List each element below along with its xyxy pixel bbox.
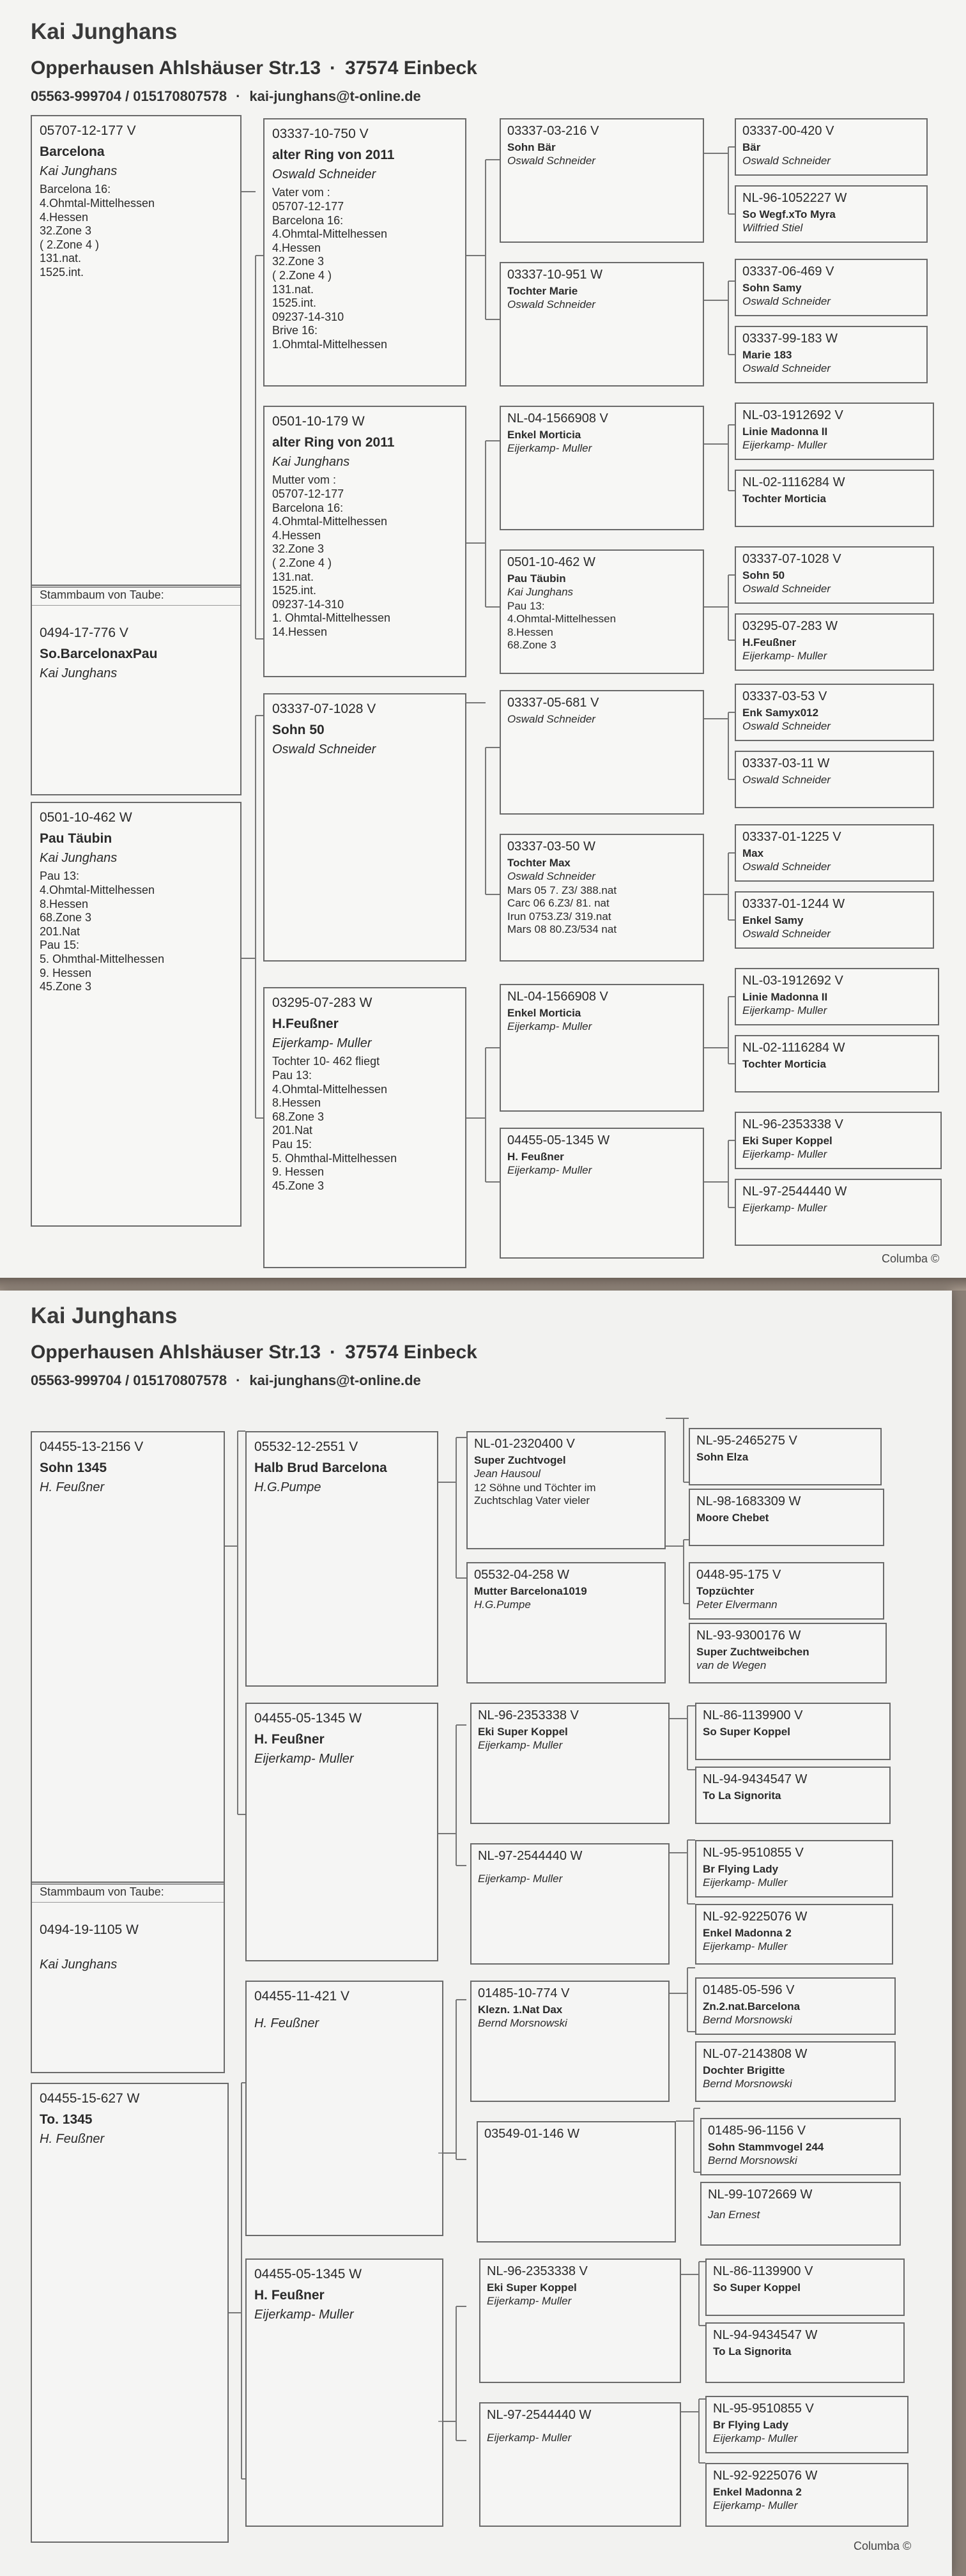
pigeon-name: Eki Super Koppel xyxy=(487,2281,577,2294)
breeder-name: Oswald Schneider xyxy=(507,298,595,311)
pigeon-box-gen4[interactable] xyxy=(695,1703,891,1760)
pigeon-name: Pau Täubin xyxy=(40,831,112,847)
ring-number: NL-03-1912692 V xyxy=(742,408,843,422)
pigeon-box-dam[interactable] xyxy=(31,802,241,1227)
ring-number: 03337-05-681 V xyxy=(507,696,599,710)
ring-number: 01485-96-1156 V xyxy=(708,2124,806,2138)
breeder-name: Jean Hausoul xyxy=(474,1468,540,1480)
pigeon-box-gen3[interactable] xyxy=(500,118,704,243)
breeder-name: Eijerkamp- Muller xyxy=(742,1004,827,1017)
breeder-name: Oswald Schneider xyxy=(742,362,831,375)
ring-number: NL-97-2544440 W xyxy=(487,2408,592,2422)
breeder-name: Oswald Schneider xyxy=(742,583,831,595)
ring-number: 04455-15-627 W xyxy=(40,2091,140,2106)
ring-number: NL-92-9225076 W xyxy=(703,1910,808,1924)
pigeon-name: Br Flying Lady xyxy=(703,1863,779,1875)
ring-number: NL-96-2353338 V xyxy=(478,1708,579,1722)
breeder-name: Oswald Schneider xyxy=(272,167,376,182)
pigeon-box-dam-of-sire[interactable] xyxy=(245,1703,438,1961)
breeder-name: Kai Junghans xyxy=(40,666,118,680)
owner-name: Kai Junghans xyxy=(31,19,178,44)
breeder-name: Eijerkamp- Muller xyxy=(742,1148,827,1161)
ring-number: NL-96-2353338 V xyxy=(742,1117,843,1131)
ring-number: 04455-05-1345 W xyxy=(507,1133,610,1147)
ring-number: NL-04-1566908 V xyxy=(507,411,608,425)
pigeon-box-gen3[interactable] xyxy=(477,2121,676,2242)
ring-number: NL-94-9434547 W xyxy=(713,2328,818,2342)
pigeon-name: Super Zuchtvogel xyxy=(474,1454,566,1466)
pigeon-box-gen3[interactable] xyxy=(500,549,704,674)
performance-info: Pau 13: 4.Ohmtal-Mittelhessen 8.Hessen 68.Zone 3 201.Nat Pau 15: 5. Ohmthal-Mittelhessen 9. Hessen 45.Zone 3 xyxy=(40,870,165,993)
breeder-name: Oswald Schneider xyxy=(742,155,831,167)
ring-number: NL-96-2353338 V xyxy=(487,2264,588,2278)
pigeon-box-gen3[interactable] xyxy=(500,834,704,962)
ring-number: 04455-05-1345 W xyxy=(254,1711,362,1726)
pigeon-name: Enkel Morticia xyxy=(507,429,581,441)
breeder-name: Eijerkamp- Muller xyxy=(487,2432,572,2444)
pigeon-box-sire-of-dam[interactable] xyxy=(263,693,466,962)
pigeon-box-sire[interactable] xyxy=(263,118,466,387)
owner-phone: 05563-999704 / 015170807578 xyxy=(31,88,227,104)
pigeon-name: Halb Brud Barcelona xyxy=(254,1460,387,1476)
pigeon-box-gen4[interactable] xyxy=(695,1904,893,1965)
pigeon-box-gen4[interactable] xyxy=(705,2396,908,2453)
ring-number: 04455-11-421 V xyxy=(254,1989,350,2004)
pigeon-box-gen4[interactable] xyxy=(705,2258,905,2316)
pigeon-box-gen3[interactable] xyxy=(470,1843,670,1965)
breeder-name: Eijerkamp- Muller xyxy=(713,2499,798,2512)
breeder-name: Eijerkamp- Muller xyxy=(507,1164,592,1177)
pigeon-name: Mutter Barcelona1019 xyxy=(474,1585,587,1597)
pigeon-name: To. 1345 xyxy=(40,2112,93,2128)
pigeon-name: Linie Madonna II xyxy=(742,991,828,1003)
ring-number: 03337-01-1244 W xyxy=(742,897,845,911)
pigeon-box-gen4[interactable] xyxy=(735,185,928,243)
breeder-name: Eijerkamp- Muller xyxy=(272,1036,372,1051)
pigeon-name: Dochter Brigitte xyxy=(703,2064,785,2076)
pigeon-box-gen4[interactable] xyxy=(695,1977,896,2035)
pigeon-box-dam-of-dam[interactable] xyxy=(245,2258,443,2527)
breeder-name: Kai Junghans xyxy=(507,586,574,599)
pigeon-name: Br Flying Lady xyxy=(713,2419,789,2431)
ring-number: NL-93-9300176 W xyxy=(696,1629,801,1643)
breeder-name: Eijerkamp- Muller xyxy=(487,2295,572,2308)
pigeon-name: Bär xyxy=(742,141,761,153)
ring-number: 03295-07-283 W xyxy=(272,995,372,1010)
pigeon-box-gen3[interactable] xyxy=(466,1431,666,1549)
pigeon-box-gen4[interactable] xyxy=(735,470,934,527)
ring-number: NL-92-9225076 W xyxy=(713,2469,818,2483)
ring-number: NL-96-1052227 W xyxy=(742,191,847,205)
pigeon-box-gen4[interactable] xyxy=(735,1179,942,1246)
ring-number: NL-97-2544440 W xyxy=(742,1184,847,1199)
ring-number: NL-97-2544440 W xyxy=(478,1849,583,1863)
ring-number: 03337-03-11 W xyxy=(742,756,830,770)
pigeon-box-gen3[interactable] xyxy=(479,2402,681,2527)
pigeon-name: Tochter Morticia xyxy=(742,1058,826,1070)
pigeon-name: To La Signorita xyxy=(703,1790,781,1802)
ring-number: 03549-01-146 W xyxy=(484,2127,579,2141)
pigeon-box-gen3[interactable] xyxy=(500,984,704,1112)
ring-number: 03337-10-951 W xyxy=(507,268,602,282)
pigeon-box-gen3[interactable] xyxy=(466,1562,666,1683)
pigeon-box-gen4[interactable] xyxy=(735,546,934,604)
breeder-name: Eijerkamp- Muller xyxy=(742,1202,827,1214)
breeder-name: Bernd Morsnowski xyxy=(703,2014,792,2027)
ring-number: 03337-01-1225 V xyxy=(742,830,841,844)
ring-number: 05532-12-2551 V xyxy=(254,1439,358,1454)
pigeon-name: Enkel Madonna 2 xyxy=(713,2486,802,2498)
pigeon-name: alter Ring von 2011 xyxy=(272,435,395,450)
pigeon-box-subject[interactable] xyxy=(31,115,241,588)
pigeon-box-gen4[interactable] xyxy=(689,1428,882,1485)
breeder-name: Bernd Morsnowski xyxy=(708,2154,797,2167)
pigeon-name: Barcelona xyxy=(40,144,105,160)
pigeon-box-gen4[interactable] xyxy=(735,326,928,383)
pedigree-sheet-2 xyxy=(0,1291,952,2576)
pigeon-name: Sohn 50 xyxy=(272,723,325,738)
owner-city: 37574 Einbeck xyxy=(345,1342,477,1363)
owner-street: Opperhausen Ahlshäuser Str.13 xyxy=(31,57,321,79)
pigeon-name: Enk Samyx012 xyxy=(742,707,819,719)
pigeon-box-gen4[interactable] xyxy=(695,2041,896,2102)
ring-number: 03337-03-53 V xyxy=(742,689,827,703)
ring-number: NL-94-9434547 W xyxy=(703,1772,808,1786)
pigeon-box-stammbaum[interactable] xyxy=(31,585,241,795)
breeder-name: Eijerkamp- Muller xyxy=(254,2308,354,2322)
pigeon-name: Tochter Marie xyxy=(507,285,578,297)
stammbaum-label: Stammbaum von Taube: xyxy=(32,1885,224,1903)
breeder-name: H. Feußner xyxy=(40,2132,105,2147)
pigeon-name: Tochter Morticia xyxy=(742,493,826,505)
breeder-name: H. Feußner xyxy=(40,1480,105,1495)
pigeon-box-sire[interactable] xyxy=(245,1431,438,1687)
pigeon-box-gen4[interactable] xyxy=(689,1562,884,1620)
pigeon-box-gen3[interactable] xyxy=(470,1703,670,1824)
ring-number: 05707-12-177 V xyxy=(40,123,136,138)
pigeon-box-gen4[interactable] xyxy=(735,684,934,741)
ring-number: NL-04-1566908 V xyxy=(507,990,608,1004)
breeder-name: Eijerkamp- Muller xyxy=(742,439,827,452)
breeder-name: Bernd Morsnowski xyxy=(478,2017,567,2030)
pigeon-name: Marie 183 xyxy=(742,349,792,361)
columba-brand: Columba © xyxy=(882,1252,940,1265)
pigeon-box-subject[interactable] xyxy=(31,1431,225,1885)
pigeon-name: H.Feußner xyxy=(272,1016,339,1032)
performance-info: Vater vom : 05707-12-177 Barcelona 16: 4.Ohmtal-Mittelhessen 4.Hessen 32.Zone 3 ( 2.Zone 4 ) 131.nat. 1525.int. 09237-14-310 Brive 16: 1.Ohmtal-Mittelhessen xyxy=(272,186,388,351)
performance-info: Pau 13: 4.Ohmtal-Mittelhessen 8.Hessen 68.Zone 3 xyxy=(507,599,617,651)
performance-info: Mutter vom : 05707-12-177 Barcelona 16: 4.Ohmtal-Mittelhessen 4.Hessen 32.Zone 3 ( 2.Zone 4 ) 131.nat. 1525.int. 09237-14-310 1. Ohmtal-Mittelhessen 14.Hessen xyxy=(272,473,391,638)
pigeon-name: H.Feußner xyxy=(742,636,797,648)
breeder-name: Bernd Morsnowski xyxy=(703,2078,792,2090)
ring-number: 03337-03-50 W xyxy=(507,839,595,854)
pigeon-box-gen3[interactable] xyxy=(500,1128,704,1259)
ring-number: 03337-00-420 V xyxy=(742,124,834,138)
performance-info: Tochter 10- 462 fliegt Pau 13: 4.Ohmtal-Mittelhessen 8.Hessen 68.Zone 3 201.Nat Pau 15: 5. Ohmthal-Mittelhessen 9. Hessen 45.Zone 3 xyxy=(272,1055,397,1192)
pigeon-box-gen4[interactable] xyxy=(700,2118,901,2175)
breeder-name: Oswald Schneider xyxy=(507,155,595,167)
pigeon-box-gen4[interactable] xyxy=(689,1489,884,1546)
performance-info: Barcelona 16: 4.Ohmtal-Mittelhessen 4.Hessen 32.Zone 3 ( 2.Zone 4 ) 131.nat. 1525.int. xyxy=(40,183,155,279)
owner-name: Kai Junghans xyxy=(31,1303,178,1328)
owner-phone: 05563-999704 / 015170807578 xyxy=(31,1372,227,1388)
pigeon-name: Klezn. 1.Nat Dax xyxy=(478,2004,563,2016)
pigeon-box-dam-of-sire[interactable] xyxy=(263,406,466,677)
pigeon-name: Sohn 50 xyxy=(742,569,785,581)
pigeon-box-gen4[interactable] xyxy=(735,751,934,808)
pigeon-name: Zn.2.nat.Barcelona xyxy=(703,2000,801,2012)
pigeon-box-gen4[interactable] xyxy=(735,259,928,316)
breeder-name: Oswald Schneider xyxy=(742,861,831,873)
breeder-name: Eijerkamp- Muller xyxy=(478,1739,563,1752)
pigeon-box-gen4[interactable] xyxy=(735,613,934,671)
pigeon-name: Eki Super Koppel xyxy=(478,1726,568,1738)
breeder-name: Eijerkamp- Muller xyxy=(478,1873,563,1885)
breeder-name: van de Wegen xyxy=(696,1659,767,1672)
ring-number: 01485-10-774 V xyxy=(478,1986,570,2000)
ring-number: NL-01-2320400 V xyxy=(474,1437,575,1451)
pigeon-name: Enkel Madonna 2 xyxy=(703,1927,792,1939)
breeder-name: Oswald Schneider xyxy=(742,720,831,733)
ring-number: 04455-13-2156 V xyxy=(40,1439,144,1454)
breeder-name: Oswald Schneider xyxy=(507,713,595,725)
pigeon-box-gen3[interactable] xyxy=(479,2258,681,2383)
ring-number: NL-02-1116284 W xyxy=(742,475,845,489)
breeder-name: Eijerkamp- Muller xyxy=(742,650,827,663)
ring-number: NL-98-1683309 W xyxy=(696,1494,801,1508)
pigeon-box-gen4[interactable] xyxy=(705,2322,905,2383)
ring-number: NL-02-1116284 W xyxy=(742,1041,845,1055)
pigeon-name: To La Signorita xyxy=(713,2345,792,2358)
pigeon-name: H. Feußner xyxy=(254,2288,325,2303)
ring-number: 0494-17-776 V xyxy=(40,625,128,640)
pigeon-box-stammbaum[interactable] xyxy=(31,1882,225,2073)
pigeon-name: Pau Täubin xyxy=(507,572,566,585)
pigeon-box-gen4[interactable] xyxy=(735,118,928,176)
ring-number: 0501-10-462 W xyxy=(40,810,132,825)
ring-number: 03337-06-469 V xyxy=(742,264,834,279)
ring-number: NL-95-9510855 V xyxy=(703,1846,804,1860)
pigeon-name: Super Zuchtweibchen xyxy=(696,1646,809,1658)
ring-number: NL-95-2465275 V xyxy=(696,1434,797,1448)
breeder-name: Eijerkamp- Muller xyxy=(507,1020,592,1033)
owner-city: 37574 Einbeck xyxy=(345,57,477,79)
pigeon-box-gen4[interactable] xyxy=(735,1035,939,1092)
breeder-name: Eijerkamp- Muller xyxy=(713,2432,798,2445)
ring-number: 03337-07-1028 V xyxy=(272,702,376,716)
pigeon-name: Eki Super Koppel xyxy=(742,1135,832,1147)
pigeon-name: Tochter Max xyxy=(507,857,571,869)
pigeon-name: H. Feußner xyxy=(507,1151,564,1163)
owner-email: kai-junghans@t-online.de xyxy=(249,1372,421,1388)
ring-number: NL-99-1072669 W xyxy=(708,2188,813,2202)
pigeon-box-gen4[interactable] xyxy=(689,1623,887,1683)
columba-brand: Columba © xyxy=(854,2540,912,2552)
ring-number: 0448-95-175 V xyxy=(696,1568,781,1582)
pedigree-sheet-1 xyxy=(0,0,966,1278)
pigeon-name: Enkel Samy xyxy=(742,914,804,926)
breeder-name: Oswald Schneider xyxy=(742,928,831,940)
breeder-name: Kai Junghans xyxy=(40,164,118,179)
pigeon-name: Max xyxy=(742,847,764,859)
ring-number: 04455-05-1345 W xyxy=(254,2267,362,2281)
ring-number: NL-86-1139900 V xyxy=(703,1708,803,1722)
breeder-name: Eijerkamp- Muller xyxy=(703,1940,788,1953)
pigeon-box-gen4[interactable] xyxy=(695,1767,891,1824)
breeder-name: Kai Junghans xyxy=(40,1957,118,1972)
breeder-name: Eijerkamp- Muller xyxy=(254,1752,354,1767)
pigeon-name: So Super Koppel xyxy=(703,1726,790,1738)
pigeon-box-gen4[interactable] xyxy=(705,2463,908,2527)
ring-number: NL-95-9510855 V xyxy=(713,2402,814,2416)
breeder-name: Jan Ernest xyxy=(708,2209,760,2221)
ring-number: NL-03-1912692 V xyxy=(742,974,843,988)
ring-number: 03337-10-750 V xyxy=(272,126,369,141)
pigeon-box-gen4[interactable] xyxy=(735,824,934,882)
ring-number: 03337-03-216 V xyxy=(507,124,599,138)
pigeon-name: Topzüchter xyxy=(696,1585,755,1597)
pigeon-name: Linie Madonna II xyxy=(742,425,828,438)
pigeon-name: So Super Koppel xyxy=(713,2281,801,2294)
ring-number: 01485-05-596 V xyxy=(703,1983,795,1997)
ring-number: 0501-10-462 W xyxy=(507,555,595,569)
pigeon-box-gen3[interactable] xyxy=(500,690,704,815)
pigeon-box-gen4[interactable] xyxy=(700,2182,901,2246)
pigeon-box-sire-of-dam[interactable] xyxy=(245,1981,443,2236)
sheet-header: Kai Junghans Opperhausen Ahlshäuser Str.13 · 37574 Einbeck 05563-999704 / 015170807578 · kai-junghans@t-online.de xyxy=(31,1303,477,1388)
breeder-name: Oswald Schneider xyxy=(742,295,831,308)
pigeon-box-gen4[interactable] xyxy=(695,1840,893,1897)
pigeon-name: Sohn Stammvogel 244 xyxy=(708,2141,824,2153)
ring-number: 03337-99-183 W xyxy=(742,332,838,346)
ring-number: NL-07-2143808 W xyxy=(703,2047,808,2061)
breeder-name: Kai Junghans xyxy=(272,455,350,470)
breeder-name: Oswald Schneider xyxy=(272,742,376,757)
sheet-header: Kai Junghans Opperhausen Ahlshäuser Str.13 · 37574 Einbeck 05563-999704 / 015170807578 · kai-junghans@t-online.de xyxy=(31,19,477,104)
breeder-name: Oswald Schneider xyxy=(742,774,831,786)
pigeon-name: Sohn 1345 xyxy=(40,1460,107,1476)
ring-number: 05532-04-258 W xyxy=(474,1568,569,1582)
pigeon-box-gen4[interactable] xyxy=(735,891,934,949)
breeder-name: H.G.Pumpe xyxy=(254,1480,321,1495)
pigeon-box-dam-of-dam[interactable] xyxy=(263,987,466,1268)
ring-number: 03295-07-283 W xyxy=(742,619,838,633)
pigeon-box-gen4[interactable] xyxy=(735,1112,942,1169)
pigeon-name: Sohn Samy xyxy=(742,282,802,294)
table-surface xyxy=(0,1278,966,1291)
pigeon-name: So Wegf.xTo Myra xyxy=(742,208,836,220)
breeder-name: Wilfried Stiel xyxy=(742,222,803,234)
breeder-name: Oswald Schneider xyxy=(507,870,595,883)
performance-info: 12 Söhne und Töchter im Zuchtschlag Vater vieler xyxy=(474,1481,596,1507)
ring-number: 0501-10-179 W xyxy=(272,414,365,429)
pigeon-name: So.BarcelonaxPau xyxy=(40,646,158,661)
pigeon-name: Sohn Bär xyxy=(507,141,556,153)
pigeon-name: H. Feußner xyxy=(254,1732,325,1747)
stammbaum-label: Stammbaum von Taube: xyxy=(32,588,240,606)
performance-info: Mars 05 7. Z3/ 388.nat Carc 06 6.Z3/ 81. nat Irun 0753.Z3/ 319.nat Mars 08 80.Z3/534 nat xyxy=(507,884,617,935)
breeder-name: Peter Elvermann xyxy=(696,1598,778,1611)
pigeon-box-gen3[interactable] xyxy=(500,262,704,387)
pigeon-box-dam[interactable] xyxy=(31,2083,229,2543)
ring-number: 03337-07-1028 V xyxy=(742,552,841,566)
pigeon-name: Moore Chebet xyxy=(696,1512,769,1524)
breeder-name: Eijerkamp- Muller xyxy=(703,1876,788,1889)
pigeon-name: Enkel Morticia xyxy=(507,1007,581,1019)
owner-street: Opperhausen Ahlshäuser Str.13 xyxy=(31,1342,321,1363)
pigeon-name: alter Ring von 2011 xyxy=(272,148,395,163)
breeder-name: Kai Junghans xyxy=(40,851,118,866)
pigeon-box-gen4[interactable] xyxy=(735,402,934,460)
pigeon-name: Sohn Elza xyxy=(696,1451,749,1463)
ring-number: 0494-19-1105 W xyxy=(40,1922,139,1937)
pigeon-box-gen4[interactable] xyxy=(735,968,939,1025)
breeder-name: H.G.Pumpe xyxy=(474,1598,531,1611)
owner-email: kai-junghans@t-online.de xyxy=(249,88,421,104)
pigeon-box-gen3[interactable] xyxy=(500,406,704,530)
ring-number: NL-86-1139900 V xyxy=(713,2264,813,2278)
breeder-name: H. Feußner xyxy=(254,2016,319,2031)
pigeon-box-gen3[interactable] xyxy=(470,1981,670,2102)
breeder-name: Eijerkamp- Muller xyxy=(507,442,592,455)
